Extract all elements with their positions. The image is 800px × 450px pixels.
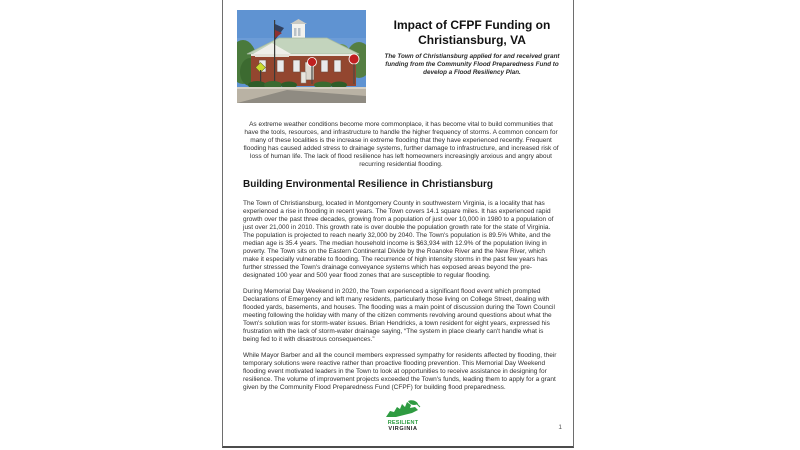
title-block — [373, 18, 571, 77]
logo-text-resilient: RESILIENT — [387, 420, 419, 426]
logo-text-virginia: VIRGINIA — [388, 426, 418, 432]
page-subtitle: The Town of Christiansburg applied for and received grant funding from the Community Flood Preparedness Fund to develop a Flood Resiliency Plan. — [384, 53, 560, 76]
body-paragraph-3: While Mayor Barber and all the council members expressed sympathy for residents affected by flooding, their temporary solutions were reactive rather than proactive flooding prevention. This Memorial Day Weekend flooding event motivated leaders in the Town to look at opportunities to receive assistance in designing for resilience. The volume of improvement projects exceeded the Town's funds, leading them to apply for a grant given by the Community Flood Preparedness Fund (CFPF) for building flood preparedness. — [243, 352, 557, 391]
page-title-line2: Christiansburg, VA — [418, 33, 526, 47]
section-heading: Building Environmental Resilience in Christiansburg — [243, 179, 494, 190]
body-paragraph-1: The Town of Christiansburg, located in Montgomery County in southwestern Virginia, is a locality that has experienced a rise in flooding in recent years. The Town covers 14.1 square miles. It has experienced rapid growth over the past three decades, growing from a population of just over 10,000 in 1980 to a population of just over 21,000 in 2010. This growth rate is over double the population growth rate for the state of Virginia. The population is projected to reach nearly 32,000 by 2040. The Town's population is 89.5% White, and the median age is 35.4 years. The median household income is $63,934 with 12.9% of the population living in poverty. The Town sits on the Eastern Continental Divide by the Roanoke River and the New River, which make it especially vulnerable to flooding. The recurrence of high intensity storms in the past few years has further stressed the Town's drainage conveyance systems which has exposed areas beyond the pre-designated 100 year and 500 year flood zones that are susceptible to regular flooding. — [243, 200, 554, 279]
page-number: 1 — [558, 424, 562, 431]
document-body — [223, 121, 573, 400]
body-paragraph-2: During Memorial Day Weekend in 2020, the Town experienced a significant flood event which prompted Declarations of Emergency and left many residents, particularly those living on College Street, dealing with flooded yards, basements, and houses. The flooding was a main point of discussion during the Town Council meeting following the holiday with many of the citizen comments revolving around questions about what the Town's solution was for storm-water issues. Brian Hendricks, a town resident for eight years, expressed his frustration with the lack of storm-water drainage saying, “The system in place clearly can't handle what is being fed to it with disastrous consequences.” — [243, 288, 555, 343]
photo-stop-sign-1 — [308, 58, 317, 67]
town-hall-photo — [237, 10, 366, 103]
page-title-line1: Impact of CFPF Funding on — [393, 18, 551, 32]
intro-paragraph: As extreme weather conditions become more commonplace, it has become vital to build communities that have the tools, resources, and infrastructure to handle the higher frequency of storms. A common concern for many of these localities is the increase in extreme flooding that they have experienced recently. Frequent flooding has caused added stress to drainage systems, further damage to infrastructure, and increased risk of loss of human life. The lack of flood resilience has left homeowners increasingly anxious and angry about recurring residential flooding. — [243, 121, 559, 168]
photo-stop-sign-2 — [349, 54, 359, 64]
resilient-virginia-logo — [381, 400, 425, 432]
virginia-state-icon — [384, 400, 422, 420]
document-page — [222, 0, 574, 448]
